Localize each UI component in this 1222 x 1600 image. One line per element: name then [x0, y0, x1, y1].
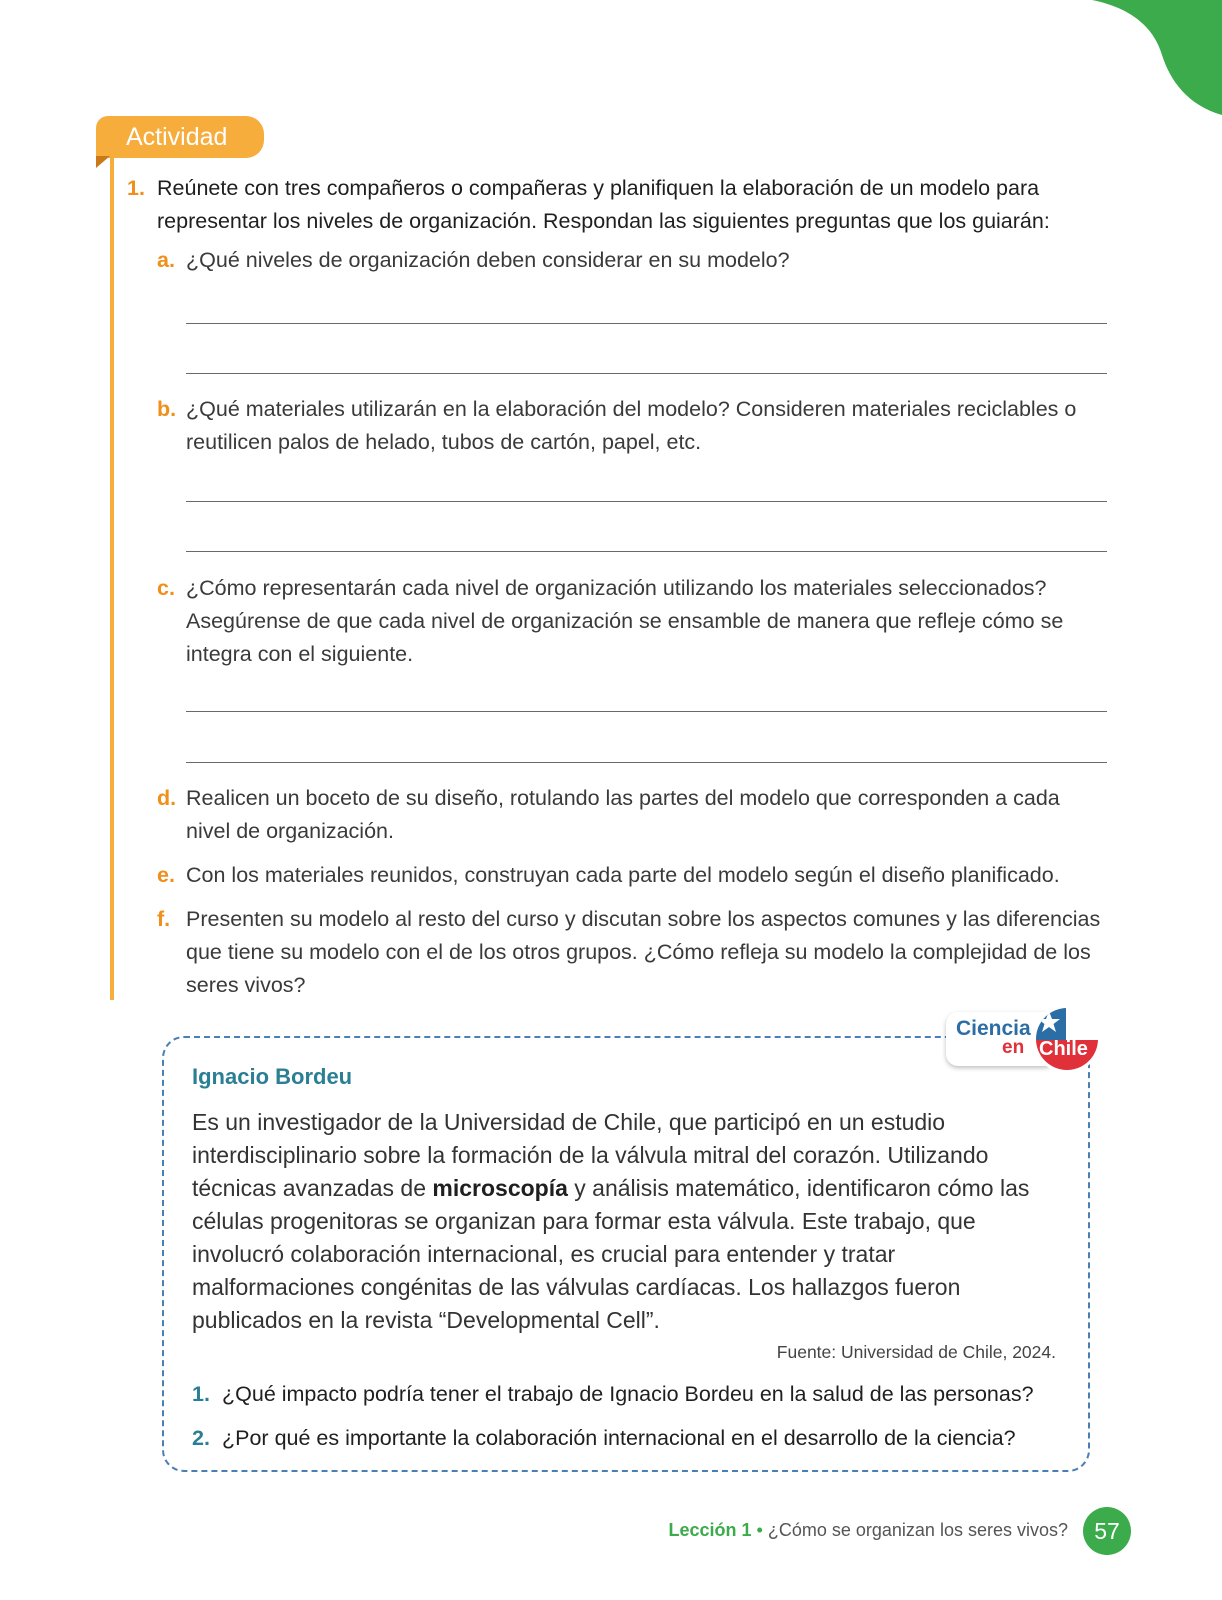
description-part-1: Es un investigador de la Universidad de Chile, que participó en un estudio interdisciplinario sobre la formación de la válvula mitral del corazón. Utilizando técnicas avanzadas de [192, 1109, 989, 1201]
item-letter: d. [157, 786, 177, 810]
item-text: ¿Qué niveles de organización deben considerar en su modelo? [186, 248, 790, 272]
activity-tab: Actividad [96, 116, 264, 158]
description-part-2: y análisis matemático, identificaron cómo las células progenitoras se organizan para formar esta válvula. Este trabajo, que involucró colaboración internacional, es crucial para entender y tratar malformaciones congénitas de las válvulas cardíacas. Los hallazgos fueron publicados en la revista “Developmental Cell”. [192, 1175, 1030, 1333]
activity-tab-fold [96, 156, 110, 168]
answer-line-b1[interactable] [186, 501, 1107, 502]
activity-item-c [157, 572, 1107, 671]
scientist-description [192, 1106, 1062, 1337]
answer-line-c2[interactable] [186, 762, 1107, 763]
answer-line-a1[interactable] [186, 323, 1107, 324]
item-letter: f. [157, 907, 171, 931]
item-letter: a. [157, 248, 175, 272]
page-footer [668, 1520, 1068, 1541]
item-text: ¿Qué materiales utilizarán en la elaboración del modelo? Consideren materiales reciclables o reutilicen palos de helado, tubos de cartón, papel, etc. [186, 397, 1077, 454]
activity-item-a [157, 244, 1107, 277]
activity-item-f [157, 903, 1107, 1002]
item-text: Presenten su modelo al resto del curso y discutan sobre los aspectos comunes y las diferencias que tiene su modelo con el de los otros grupos. ¿Cómo refleja su modelo la complejidad de los seres vivos? [186, 907, 1101, 997]
item-letter: e. [157, 863, 175, 887]
badge-word-ciencia: Ciencia [956, 1017, 1031, 1040]
question-text: Reúnete con tres compañeros o compañeras y planifiquen la elaboración de un modelo para representar los niveles de organización. Respondan las siguientes preguntas que los guiarán: [157, 176, 1050, 233]
badge-word-en: en [1002, 1037, 1025, 1058]
item-text: ¿Cómo representarán cada nivel de organización utilizando los materiales seleccionados? Asegúrense de que cada nivel de organización se ensamble de manera que refleje cómo se integra con el siguiente. [186, 576, 1064, 666]
page-number: 57 [1083, 1507, 1131, 1555]
badge-word-chile: Chile [1039, 1038, 1088, 1060]
question-number: 1. [192, 1382, 210, 1406]
cec-question-1 [192, 1379, 1072, 1409]
footer-separator: • [756, 1520, 763, 1540]
item-text: Realicen un boceto de su diseño, rotulando las partes del modelo que corresponden a cada nivel de organización. [186, 786, 1060, 843]
item-text: Con los materiales reunidos, construyan cada parte del modelo según el diseño planificado. [186, 863, 1060, 887]
question-number: 1. [127, 176, 145, 200]
item-letter: c. [157, 576, 175, 600]
lesson-label: Lección 1 [668, 1520, 752, 1540]
activity-item-d [157, 782, 1107, 848]
question-number: 2. [192, 1426, 210, 1450]
scientist-name: Ignacio Bordeu [192, 1064, 353, 1089]
activity-item-e [157, 859, 1107, 892]
source-citation: Fuente: Universidad de Chile, 2024. [776, 1342, 1056, 1362]
item-letter: b. [157, 397, 177, 421]
corner-green-blob [1092, 0, 1222, 115]
ciencia-en-chile-badge [946, 1004, 1106, 1076]
lesson-title: ¿Cómo se organizan los seres vivos? [767, 1520, 1068, 1540]
answer-line-a2[interactable] [186, 373, 1107, 374]
answer-line-c1[interactable] [186, 711, 1107, 712]
activity-item-b [157, 393, 1107, 459]
question-text: ¿Qué impacto podría tener el trabajo de Ignacio Bordeu en la salud de las personas? [222, 1382, 1034, 1406]
description-bold-term: microscopía [432, 1175, 568, 1201]
cec-question-2 [192, 1423, 1072, 1453]
question-text: ¿Por qué es importante la colaboración internacional en el desarrollo de la ciencia? [222, 1426, 1016, 1450]
activity-question-1 [127, 172, 1117, 238]
answer-line-b2[interactable] [186, 551, 1107, 552]
activity-rule [110, 158, 114, 1000]
